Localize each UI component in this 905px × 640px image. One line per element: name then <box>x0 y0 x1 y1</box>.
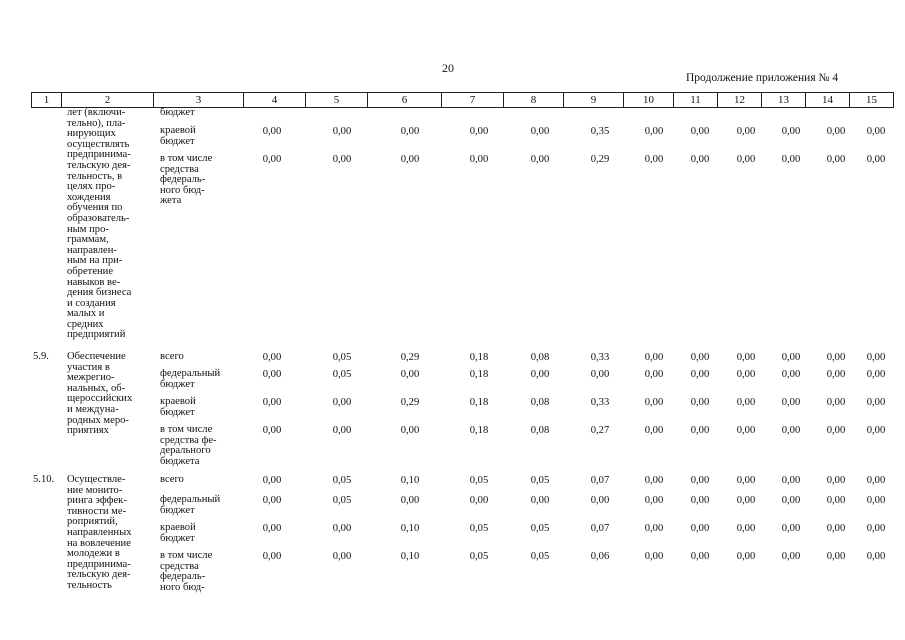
value-cell: 0,07 <box>590 475 610 486</box>
value-cell: 0,00 <box>690 369 710 380</box>
value-cell: 0,00 <box>690 154 710 165</box>
page-number: 20 <box>442 61 454 75</box>
section-description: лет (включи- тельно), пла- нирующих осуществлять предпринима- тельскую дея- тельность, в целях про- хождения обучения по образователь- ным про- граммам, направлен- ным на при- обретение навыков ве- дения бизнеса и создания малых и средних предприятий <box>67 107 132 341</box>
funding-source-label: в том числе средства федераль- ного бюд- жета <box>160 153 213 207</box>
funding-source-label: всего <box>160 474 184 485</box>
header-col-10: 10 <box>624 93 674 108</box>
value-cell: 0,33 <box>590 397 610 408</box>
appendix-continuation-note: Продолжение приложения № 4 <box>686 72 839 84</box>
funding-source-label: бюджет <box>160 107 195 118</box>
value-cell: 0,00 <box>736 475 756 486</box>
value-cell: 0,00 <box>262 154 282 165</box>
header-col-7: 7 <box>442 93 504 108</box>
value-cell: 0,00 <box>736 126 756 137</box>
value-cell: 0,00 <box>866 523 886 534</box>
value-cell: 0,00 <box>866 425 886 436</box>
header-col-11: 11 <box>674 93 718 108</box>
value-cell: 0,00 <box>469 126 489 137</box>
value-cell: 0,00 <box>690 551 710 562</box>
value-cell: 0,00 <box>826 495 846 506</box>
value-cell: 0,05 <box>332 369 352 380</box>
value-cell: 0,06 <box>590 551 610 562</box>
value-cell: 0,00 <box>866 397 886 408</box>
value-cell: 0,00 <box>469 154 489 165</box>
value-cell: 0,00 <box>644 475 664 486</box>
value-cell: 0,00 <box>736 154 756 165</box>
value-cell: 0,00 <box>826 352 846 363</box>
value-cell: 0,00 <box>262 425 282 436</box>
value-cell: 0,00 <box>781 154 801 165</box>
section-number: 5.10. <box>33 474 55 485</box>
header-col-15: 15 <box>850 93 894 108</box>
value-cell: 0,00 <box>644 551 664 562</box>
header-col-5: 5 <box>306 93 368 108</box>
value-cell: 0,00 <box>400 126 420 137</box>
value-cell: 0,05 <box>530 523 550 534</box>
value-cell: 0,00 <box>866 369 886 380</box>
value-cell: 0,10 <box>400 475 420 486</box>
value-cell: 0,00 <box>690 495 710 506</box>
column-number-header <box>31 92 894 108</box>
value-cell: 0,00 <box>826 551 846 562</box>
value-cell: 0,00 <box>690 425 710 436</box>
value-cell: 0,00 <box>736 551 756 562</box>
value-cell: 0,00 <box>690 397 710 408</box>
section-number: 5.9. <box>33 351 49 362</box>
value-cell: 0,00 <box>866 154 886 165</box>
header-col-9: 9 <box>564 93 624 108</box>
value-cell: 0,00 <box>781 369 801 380</box>
value-cell: 0,05 <box>332 495 352 506</box>
value-cell: 0,00 <box>826 425 846 436</box>
value-cell: 0,00 <box>866 551 886 562</box>
value-cell: 0,18 <box>469 425 489 436</box>
value-cell: 0,00 <box>332 425 352 436</box>
value-cell: 0,35 <box>590 126 610 137</box>
value-cell: 0,00 <box>826 154 846 165</box>
value-cell: 0,05 <box>469 475 489 486</box>
value-cell: 0,05 <box>530 475 550 486</box>
header-col-8: 8 <box>504 93 564 108</box>
header-col-12: 12 <box>718 93 762 108</box>
value-cell: 0,00 <box>400 154 420 165</box>
value-cell: 0,29 <box>400 352 420 363</box>
value-cell: 0,00 <box>530 154 550 165</box>
value-cell: 0,05 <box>332 352 352 363</box>
header-col-1: 1 <box>32 93 62 108</box>
value-cell: 0,00 <box>332 397 352 408</box>
value-cell: 0,10 <box>400 551 420 562</box>
funding-source-label: федеральный бюджет <box>160 494 221 516</box>
value-cell: 0,00 <box>332 551 352 562</box>
value-cell: 0,00 <box>262 126 282 137</box>
value-cell: 0,00 <box>332 523 352 534</box>
value-cell: 0,00 <box>530 369 550 380</box>
value-cell: 0,00 <box>530 495 550 506</box>
value-cell: 0,00 <box>866 126 886 137</box>
value-cell: 0,00 <box>826 523 846 534</box>
value-cell: 0,00 <box>690 352 710 363</box>
value-cell: 0,05 <box>469 523 489 534</box>
value-cell: 0,00 <box>826 126 846 137</box>
value-cell: 0,08 <box>530 397 550 408</box>
value-cell: 0,00 <box>262 551 282 562</box>
value-cell: 0,29 <box>400 397 420 408</box>
value-cell: 0,00 <box>644 425 664 436</box>
section-description: Обеспечение участия в межрегио- нальных, об- щероссийских и междуна- родных меро- приятиях <box>67 351 133 437</box>
value-cell: 0,27 <box>590 425 610 436</box>
value-cell: 0,08 <box>530 352 550 363</box>
funding-source-label: краевой бюджет <box>160 125 196 147</box>
value-cell: 0,00 <box>690 126 710 137</box>
funding-source-label: всего <box>160 351 184 362</box>
value-cell: 0,00 <box>866 352 886 363</box>
value-cell: 0,00 <box>736 495 756 506</box>
value-cell: 0,00 <box>781 425 801 436</box>
value-cell: 0,00 <box>262 495 282 506</box>
value-cell: 0,00 <box>590 369 610 380</box>
value-cell: 0,00 <box>400 425 420 436</box>
value-cell: 0,00 <box>826 369 846 380</box>
value-cell: 0,00 <box>262 397 282 408</box>
value-cell: 0,00 <box>826 397 846 408</box>
value-cell: 0,00 <box>644 352 664 363</box>
funding-source-label: в том числе средства федераль- ного бюд- <box>160 550 213 593</box>
value-cell: 0,00 <box>736 425 756 436</box>
value-cell: 0,00 <box>781 352 801 363</box>
funding-source-label: федеральный бюджет <box>160 368 221 390</box>
value-cell: 0,00 <box>736 369 756 380</box>
value-cell: 0,00 <box>644 154 664 165</box>
value-cell: 0,00 <box>262 523 282 534</box>
value-cell: 0,00 <box>644 397 664 408</box>
value-cell: 0,00 <box>781 475 801 486</box>
value-cell: 0,00 <box>866 475 886 486</box>
funding-source-label: краевой бюджет <box>160 522 196 544</box>
value-cell: 0,33 <box>590 352 610 363</box>
value-cell: 0,00 <box>262 475 282 486</box>
header-col-13: 13 <box>762 93 806 108</box>
value-cell: 0,00 <box>826 475 846 486</box>
value-cell: 0,05 <box>469 551 489 562</box>
value-cell: 0,00 <box>644 126 664 137</box>
value-cell: 0,18 <box>469 397 489 408</box>
value-cell: 0,05 <box>332 475 352 486</box>
value-cell: 0,00 <box>530 126 550 137</box>
value-cell: 0,00 <box>332 154 352 165</box>
header-col-3: 3 <box>154 93 244 108</box>
value-cell: 0,00 <box>781 495 801 506</box>
value-cell: 0,00 <box>262 369 282 380</box>
value-cell: 0,00 <box>781 523 801 534</box>
header-col-4: 4 <box>244 93 306 108</box>
value-cell: 0,00 <box>469 495 489 506</box>
value-cell: 0,18 <box>469 369 489 380</box>
value-cell: 0,10 <box>400 523 420 534</box>
header-row <box>32 93 894 108</box>
value-cell: 0,00 <box>866 495 886 506</box>
funding-source-label: краевой бюджет <box>160 396 196 418</box>
value-cell: 0,00 <box>736 397 756 408</box>
header-col-14: 14 <box>806 93 850 108</box>
value-cell: 0,00 <box>262 352 282 363</box>
value-cell: 0,00 <box>781 551 801 562</box>
value-cell: 0,00 <box>644 523 664 534</box>
value-cell: 0,00 <box>332 126 352 137</box>
value-cell: 0,18 <box>469 352 489 363</box>
value-cell: 0,00 <box>781 126 801 137</box>
value-cell: 0,00 <box>690 475 710 486</box>
value-cell: 0,29 <box>590 154 610 165</box>
value-cell: 0,00 <box>690 523 710 534</box>
value-cell: 0,00 <box>644 495 664 506</box>
value-cell: 0,00 <box>400 495 420 506</box>
value-cell: 0,00 <box>590 495 610 506</box>
value-cell: 0,08 <box>530 425 550 436</box>
value-cell: 0,00 <box>400 369 420 380</box>
value-cell: 0,00 <box>781 397 801 408</box>
value-cell: 0,00 <box>644 369 664 380</box>
funding-source-label: в том числе средства фе- дерального бюджета <box>160 424 217 467</box>
section-description: Осуществле- ние монито- ринга эффек- тивности ме- роприятий, направленных на вовлечение молодежи в предпринима- тельскую дея- тельность <box>67 474 132 591</box>
value-cell: 0,00 <box>736 523 756 534</box>
header-col-6: 6 <box>368 93 442 108</box>
value-cell: 0,07 <box>590 523 610 534</box>
value-cell: 0,05 <box>530 551 550 562</box>
value-cell: 0,00 <box>736 352 756 363</box>
header-col-2: 2 <box>62 93 154 108</box>
